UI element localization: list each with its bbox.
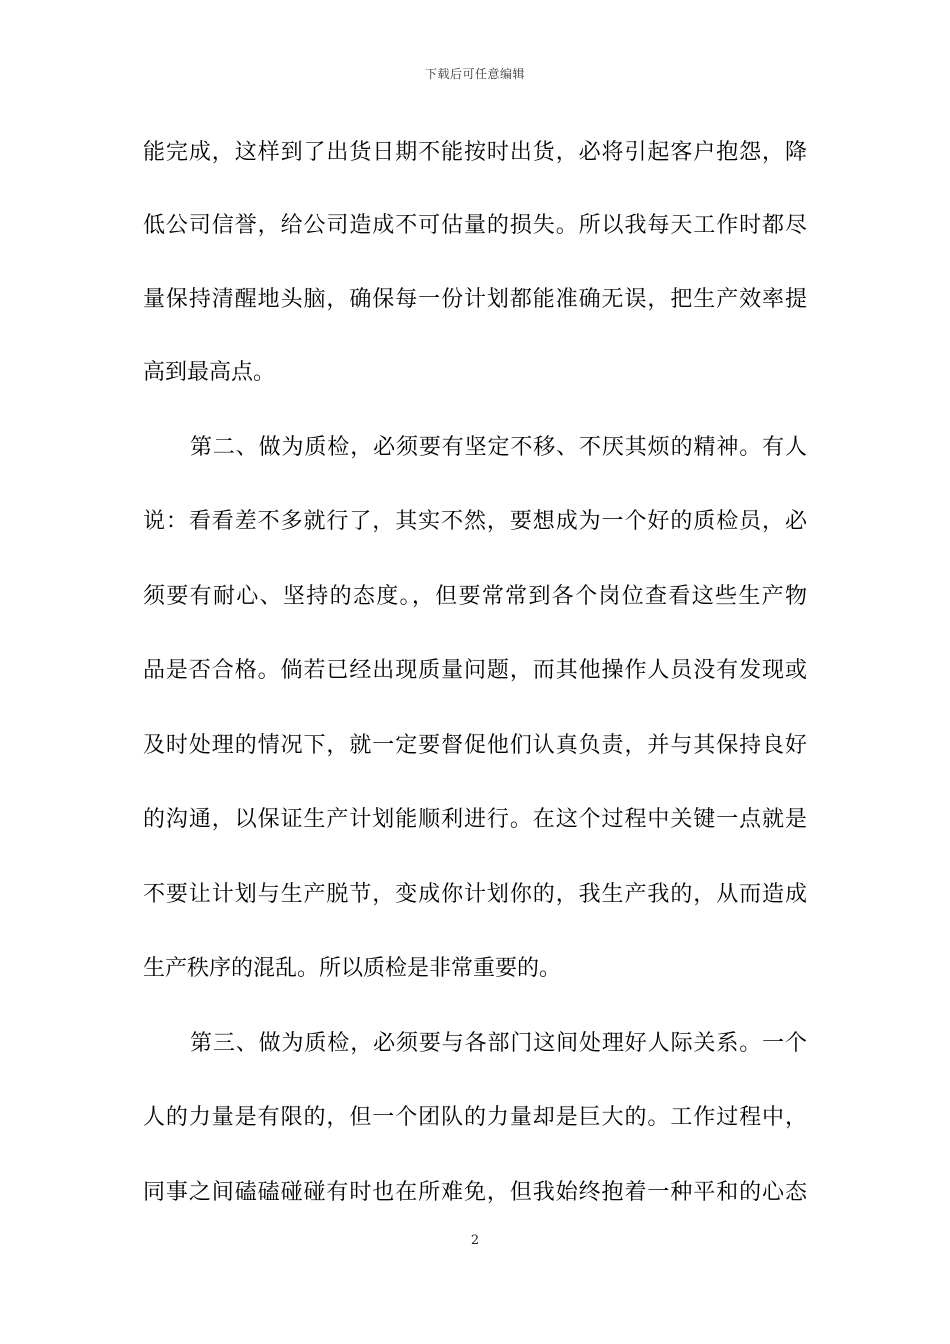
text-line: 高到最高点。 (143, 360, 276, 385)
text-line: 低公司信誉，给公司造成不可估量的损失。所以我每天工作时都尽 (143, 213, 807, 238)
text-line: 的沟通，以保证生产计划能顺利进行。在这个过程中关键一点就是 (143, 807, 807, 832)
text-line: 量保持清醒地头脑，确保每一份计划都能准确无误，把生产效率提 (143, 287, 807, 312)
text-line: 及时处理的情况下，就一定要督促他们认真负责，并与其保持良好 (143, 733, 807, 758)
text-line: 生产秩序的混乱。所以质检是非常重要的。 (143, 956, 562, 981)
text-line: 同事之间磕磕碰碰有时也在所难免，但我始终抱着一种平和的心态 (143, 1180, 807, 1205)
page-number: 2 (470, 1233, 480, 1248)
text-line: 须要有耐心、坚持的态度。，但要常常到各个岗位查看这些生产物 (143, 584, 807, 609)
paragraph-start-line: 第三、做为质检，必须要与各部门这间处理好人际关系。一个 (190, 1031, 807, 1056)
text-line: 能完成，这样到了出货日期不能按时出货，必将引起客户抱怨，降 (143, 140, 807, 165)
text-line: 品是否合格。倘若已经出现质量问题，而其他操作人员没有发现或 (143, 658, 807, 683)
text-line: 人的力量是有限的，但一个团队的力量却是巨大的。工作过程中， (143, 1105, 807, 1130)
text-line: 说：看看差不多就行了，其实不然，要想成为一个好的质检员，必 (143, 509, 807, 534)
page-header: 下载后可任意编辑 (424, 67, 525, 81)
paragraph-start-line: 第二、做为质检，必须要有坚定不移、不厌其烦的精神。有人 (190, 435, 807, 460)
text-line: 不要让计划与生产脱节，变成你计划你的，我生产我的，从而造成 (143, 882, 807, 907)
